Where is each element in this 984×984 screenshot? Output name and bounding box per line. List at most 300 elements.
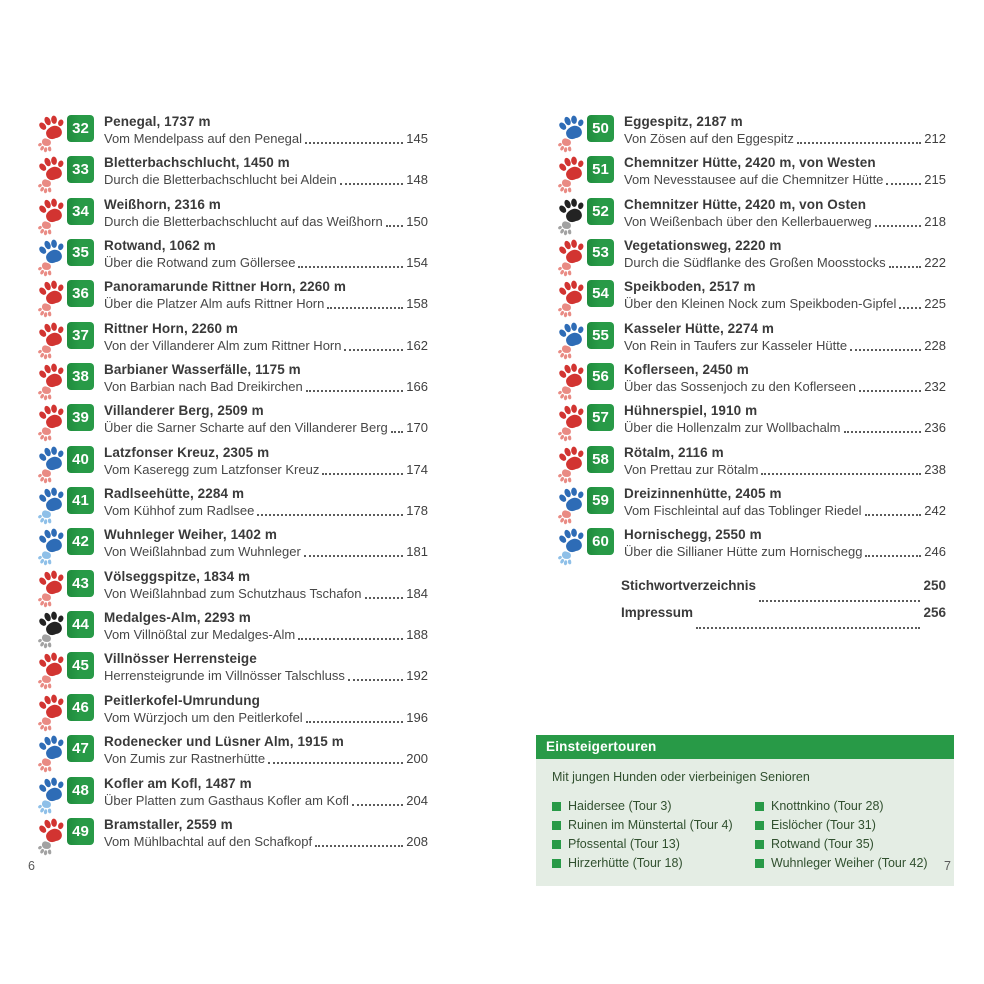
tour-subtitle: Von Zösen auf den Eggespitz <box>624 131 794 146</box>
tour-title: Radlseehütte, 2284 m <box>104 486 245 502</box>
toc-entry <box>556 155 946 196</box>
toc-entry <box>36 734 428 775</box>
extra-page-ref: 256 <box>923 604 946 620</box>
tour-title: Hühnerspiel, 1910 m <box>624 403 758 419</box>
tour-subline <box>624 543 946 560</box>
dot-leader <box>315 845 403 847</box>
tour-subtitle: Vom Fischleintal auf das Toblinger Riedel <box>624 503 862 519</box>
tour-number-badge: 47 <box>67 735 94 762</box>
tour-subtitle: Von Zumis zur Rastnerhütte <box>104 751 266 767</box>
dot-leader <box>886 183 921 185</box>
dot-leader <box>696 627 920 629</box>
tour-subtitle: Über Platten zum Gasthaus Kofler am Kofl <box>104 792 349 808</box>
tour-number-badge: 45 <box>67 652 94 679</box>
tour-text <box>104 197 428 230</box>
tour-page-ref: 228 <box>924 337 946 353</box>
dog-paw-trail-icon <box>556 113 587 153</box>
tour-title: Rittner Horn, 2260 m <box>104 320 239 336</box>
dog-paw-trail-icon <box>36 692 67 732</box>
paw-small-icon <box>36 550 55 569</box>
dot-leader <box>306 390 404 392</box>
tour-subline <box>104 461 428 478</box>
tour-subline <box>624 461 946 478</box>
tour-page-ref: 232 <box>924 379 946 395</box>
square-bullet-icon <box>552 802 561 811</box>
toc-entry <box>36 445 428 486</box>
tour-title: Villnösser Herrensteige <box>104 651 257 667</box>
tour-title: Villanderer Berg, 2509 m <box>104 403 264 419</box>
dot-leader <box>305 142 403 144</box>
dog-paw-trail-icon <box>556 196 587 236</box>
beginner-tour-label: Pfossental (Tour 13) <box>568 837 680 851</box>
toc-entry <box>36 403 428 444</box>
dot-leader <box>865 555 921 557</box>
tour-page-ref: 225 <box>924 296 946 312</box>
tour-page-ref: 145 <box>406 131 428 146</box>
tour-subtitle: Von Weißlahnbad zum Wuhnleger <box>104 544 301 560</box>
toc-entry <box>36 817 428 858</box>
tour-text <box>104 817 428 850</box>
tour-page-ref: 162 <box>406 337 428 353</box>
tour-title: Barbianer Wasserfälle, 1175 m <box>104 362 301 378</box>
tour-number-badge: 39 <box>67 404 94 431</box>
dot-leader <box>761 473 921 475</box>
toc-extra-entry <box>621 605 946 632</box>
tour-text <box>104 486 428 519</box>
paw-small-icon <box>556 260 575 279</box>
tour-page-ref: 188 <box>406 627 428 643</box>
dog-paw-trail-icon <box>556 402 587 442</box>
toc-entry <box>36 155 428 196</box>
dog-paw-trail-icon <box>36 113 67 153</box>
toc-entry <box>36 610 428 651</box>
tour-text <box>624 197 946 230</box>
paw-small-icon <box>556 508 575 527</box>
beginner-box-subtitle: Mit jungen Hunden oder vierbeinigen Senioren <box>552 770 810 784</box>
paw-small-icon <box>556 136 575 155</box>
tour-number-badge: 37 <box>67 322 94 349</box>
dog-paw-trail-icon <box>36 278 67 318</box>
extra-label: Stichwortverzeichnis <box>621 577 757 593</box>
toc-entry <box>556 527 946 568</box>
paw-small-icon <box>556 384 575 403</box>
tour-number-badge: 56 <box>587 363 614 390</box>
dot-leader <box>298 266 403 268</box>
tour-subtitle: Herrensteigrunde im Villnösser Talschluss <box>104 668 345 684</box>
tour-title: Chemnitzer Hütte, 2420 m, von Westen <box>624 155 876 171</box>
tour-number-badge: 38 <box>67 363 94 390</box>
toc-entry <box>36 321 428 362</box>
tour-title: Peitlerkofel-Umrundung <box>104 692 260 708</box>
paw-small-icon <box>36 508 55 527</box>
tour-subtitle: Über die Hollenzalm zur Wollbachalm <box>624 420 841 436</box>
tour-subline <box>624 502 946 519</box>
tour-number-badge: 41 <box>67 487 94 514</box>
tour-title: Bletterbachschlucht, 1450 m <box>104 155 290 171</box>
tour-title: Rötalm, 2116 m <box>624 444 724 460</box>
tour-page-ref: 184 <box>406 585 428 601</box>
dog-paw-trail-icon <box>36 154 67 194</box>
tour-text <box>104 321 428 354</box>
tour-page-ref: 208 <box>406 833 428 849</box>
tour-number-badge: 59 <box>587 487 614 514</box>
tour-number-badge: 34 <box>67 198 94 225</box>
tour-page-ref: 166 <box>406 379 428 395</box>
dot-leader <box>797 142 921 144</box>
tour-title: Medalges-Alm, 2293 m <box>104 610 251 626</box>
tour-text <box>104 651 428 684</box>
tour-subline <box>104 585 428 602</box>
dog-paw-trail-icon <box>36 650 67 690</box>
tour-text <box>624 403 946 436</box>
beginner-tour-label: Haidersee (Tour 3) <box>568 799 672 813</box>
tour-text <box>104 445 428 478</box>
tour-number-badge: 53 <box>587 239 614 266</box>
paw-small-icon <box>36 715 55 734</box>
dot-leader <box>859 390 921 392</box>
tour-subtitle: Vom Kühhof zum Radlsee <box>104 503 255 519</box>
tour-page-ref: 204 <box>406 792 428 808</box>
dot-leader <box>391 431 404 433</box>
toc-entry <box>556 238 946 279</box>
tour-page-ref: 174 <box>406 461 428 477</box>
dot-leader <box>304 555 403 557</box>
dot-leader <box>889 266 922 268</box>
paw-small-icon <box>36 426 55 445</box>
tour-number-badge: 43 <box>67 570 94 597</box>
tour-title: Speikboden, 2517 m <box>624 279 756 295</box>
tour-number-badge: 32 <box>67 115 94 142</box>
tour-subline <box>624 419 946 436</box>
tour-subline <box>104 667 428 684</box>
tour-page-ref: 158 <box>406 296 428 312</box>
tour-subline <box>624 378 946 395</box>
dot-leader <box>298 638 403 640</box>
tour-text <box>104 734 428 767</box>
dot-leader <box>759 600 920 602</box>
tour-title: Kasseler Hütte, 2274 m <box>624 320 775 336</box>
dot-leader <box>322 473 403 475</box>
tour-text <box>624 445 946 478</box>
dog-paw-trail-icon <box>36 402 67 442</box>
dog-paw-trail-icon <box>36 237 67 277</box>
beginner-tour-item <box>755 818 944 834</box>
dog-paw-trail-icon <box>556 526 587 566</box>
tour-number-badge: 55 <box>587 322 614 349</box>
tour-subtitle: Von Barbian nach Bad Dreikirchen <box>104 379 303 395</box>
tour-text <box>104 155 428 188</box>
page-number-right: 7 <box>944 859 951 873</box>
dot-leader <box>344 349 403 351</box>
tour-title: Wuhnleger Weiher, 1402 m <box>104 527 277 543</box>
tour-text <box>104 279 428 312</box>
paw-small-icon <box>556 467 575 486</box>
dot-leader <box>257 514 403 516</box>
tour-page-ref: 148 <box>406 172 428 188</box>
square-bullet-icon <box>755 821 764 830</box>
tour-text <box>624 321 946 354</box>
toc-entry <box>556 197 946 238</box>
toc-entry <box>36 238 428 279</box>
beginner-box-columns <box>552 799 944 875</box>
tour-number-badge: 42 <box>67 528 94 555</box>
dot-leader <box>850 349 921 351</box>
paw-small-icon <box>556 426 575 445</box>
beginner-tour-item <box>552 837 755 853</box>
toc-entry <box>556 321 946 362</box>
beginner-tour-item <box>755 856 944 872</box>
toc-entry <box>556 362 946 403</box>
tour-subline <box>624 295 946 312</box>
beginner-tour-label: Rotwand (Tour 35) <box>771 837 874 851</box>
paw-small-icon <box>36 302 55 321</box>
tour-subtitle: Vom Nevesstausee auf die Chemnitzer Hütte <box>624 172 884 188</box>
tour-text <box>104 362 428 395</box>
tour-subtitle: Von Prettau zur Rötalm <box>624 461 759 477</box>
dog-paw-trail-icon <box>36 361 67 401</box>
toc-entry <box>556 403 946 444</box>
tour-number-badge: 33 <box>67 156 94 183</box>
toc-extra-entry <box>621 578 946 605</box>
tour-text <box>624 238 946 271</box>
toc-entry <box>36 279 428 320</box>
beginner-tour-item <box>552 818 755 834</box>
tour-text <box>104 238 428 271</box>
beginner-column-1 <box>552 799 755 875</box>
toc-column-left <box>36 114 428 858</box>
tour-number-badge: 36 <box>67 280 94 307</box>
tour-number-badge: 60 <box>587 528 614 555</box>
tour-number-badge: 48 <box>67 777 94 804</box>
tour-number-badge: 50 <box>587 115 614 142</box>
dot-leader <box>268 762 403 764</box>
toc-entry <box>36 114 428 155</box>
tour-title: Dreizinnenhütte, 2405 m <box>624 486 782 502</box>
dog-paw-trail-icon <box>556 320 587 360</box>
beginner-column-2 <box>755 799 944 875</box>
tour-page-ref: 242 <box>924 503 946 519</box>
tour-page-ref: 181 <box>406 544 428 560</box>
tour-subline <box>104 543 428 560</box>
dog-paw-trail-icon <box>36 196 67 236</box>
tour-subtitle: Über die Sarner Scharte auf den Villanderer Berg <box>104 420 388 436</box>
beginner-tour-item <box>552 799 755 815</box>
dot-leader <box>899 307 921 309</box>
tour-subtitle: Von Weißlahnbad zum Schutzhaus Tschafon <box>104 585 362 601</box>
tour-number-badge: 51 <box>587 156 614 183</box>
tour-title: Penegal, 1737 m <box>104 114 211 129</box>
beginner-box-header: Einsteigertouren <box>536 735 954 759</box>
tour-title: Vegetationsweg, 2220 m <box>624 238 782 254</box>
tour-number-badge: 44 <box>67 611 94 638</box>
dot-leader <box>386 225 404 227</box>
dot-leader <box>306 721 404 723</box>
beginner-tour-item <box>755 799 944 815</box>
dot-leader <box>875 225 922 227</box>
toc-entry <box>36 569 428 610</box>
dog-paw-trail-icon <box>556 154 587 194</box>
tour-subtitle: Von Rein in Taufers zur Kasseler Hütte <box>624 337 848 353</box>
tour-subline <box>104 295 428 312</box>
toc-entry <box>556 114 946 155</box>
toc-entry <box>36 776 428 817</box>
tour-number-badge: 57 <box>587 404 614 431</box>
dot-leader <box>844 431 922 433</box>
beginner-box-body <box>536 759 954 886</box>
dog-paw-trail-icon <box>36 526 67 566</box>
paw-small-icon <box>556 177 575 196</box>
tour-subtitle: Vom Würzjoch um den Peitlerkofel <box>104 709 303 725</box>
tour-subtitle: Vom Villnößtal zur Medalges-Alm <box>104 627 296 643</box>
square-bullet-icon <box>755 802 764 811</box>
dog-paw-trail-icon <box>556 361 587 401</box>
paw-small-icon <box>36 467 55 486</box>
paw-small-icon <box>556 302 575 321</box>
tour-title: Bramstaller, 2559 m <box>104 816 233 832</box>
square-bullet-icon <box>755 840 764 849</box>
tour-text <box>624 486 946 519</box>
tour-text <box>104 114 428 147</box>
tour-subline <box>104 337 428 354</box>
dog-paw-trail-icon <box>36 816 67 856</box>
tour-subline <box>104 792 428 809</box>
toc-entry <box>36 693 428 734</box>
tour-subline <box>104 213 428 230</box>
tour-subline <box>624 171 946 188</box>
dot-leader <box>340 183 404 185</box>
dog-paw-trail-icon <box>36 733 67 773</box>
tour-subline <box>104 626 428 643</box>
tour-subtitle: Vom Mendelpass auf den Penegal <box>104 131 303 146</box>
tour-page-ref: 200 <box>406 751 428 767</box>
tour-subtitle: Über das Sossenjoch zu den Koflerseen <box>624 379 856 395</box>
tour-subtitle: Vom Mühlbachtal auf den Schafkopf <box>104 833 313 849</box>
tour-page-ref: 192 <box>406 668 428 684</box>
paw-small-icon <box>36 632 55 651</box>
tour-subline <box>104 750 428 767</box>
tour-page-ref: 218 <box>924 213 946 229</box>
tour-text <box>624 527 946 560</box>
tour-number-badge: 35 <box>67 239 94 266</box>
toc-entry <box>556 279 946 320</box>
toc-entry <box>556 486 946 527</box>
page-number-left: 6 <box>28 859 35 873</box>
paw-small-icon <box>36 674 55 693</box>
tour-title: Völseggspitze, 1834 m <box>104 568 251 584</box>
tour-subline <box>624 130 946 147</box>
tour-title: Kofler am Kofl, 1487 m <box>104 775 252 791</box>
tour-page-ref: 212 <box>924 131 946 146</box>
tour-subtitle: Über die Rotwand zum Göllersee <box>104 255 296 271</box>
dog-paw-trail-icon <box>36 320 67 360</box>
tour-number-badge: 58 <box>587 446 614 473</box>
tour-subline <box>104 419 428 436</box>
paw-small-icon <box>556 550 575 569</box>
tour-title: Weißhorn, 2316 m <box>104 196 221 212</box>
tour-text <box>104 527 428 560</box>
toc-entry <box>36 651 428 692</box>
tour-text <box>624 279 946 312</box>
tour-page-ref: 236 <box>924 420 946 436</box>
tour-number-badge: 52 <box>587 198 614 225</box>
dog-paw-trail-icon <box>36 568 67 608</box>
dot-leader <box>865 514 922 516</box>
extra-page-ref: 250 <box>923 577 946 593</box>
toc-entry <box>36 362 428 403</box>
dog-paw-trail-icon <box>556 485 587 525</box>
tour-subtitle: Von der Villanderer Alm zum Rittner Horn <box>104 337 342 353</box>
tour-subline <box>104 171 428 188</box>
dot-leader <box>327 307 403 309</box>
paw-small-icon <box>36 839 55 858</box>
tour-text <box>104 610 428 643</box>
tour-title: Panoramarunde Rittner Horn, 2260 m <box>104 279 346 295</box>
beginner-tour-label: Knottnkino (Tour 28) <box>771 799 884 813</box>
dog-paw-trail-icon <box>36 485 67 525</box>
tour-number-badge: 40 <box>67 446 94 473</box>
toc-column-right <box>556 114 946 632</box>
tour-page-ref: 154 <box>406 255 428 271</box>
square-bullet-icon <box>552 821 561 830</box>
dog-paw-trail-icon <box>556 237 587 277</box>
tour-page-ref: 246 <box>924 544 946 560</box>
tour-title: Rotwand, 1062 m <box>104 238 216 254</box>
paw-small-icon <box>36 591 55 610</box>
tour-subline <box>624 254 946 271</box>
square-bullet-icon <box>552 859 561 868</box>
tour-subline <box>104 709 428 726</box>
tour-number-badge: 49 <box>67 818 94 845</box>
dog-paw-trail-icon <box>36 444 67 484</box>
paw-small-icon <box>36 260 55 279</box>
tour-number-badge: 54 <box>587 280 614 307</box>
dog-paw-trail-icon <box>36 775 67 815</box>
tour-subline <box>104 833 428 850</box>
tour-title: Koflerseen, 2450 m <box>624 362 749 378</box>
paw-small-icon <box>36 136 55 155</box>
beginner-tours-box <box>536 735 954 886</box>
tour-subtitle: Durch die Bletterbachschlucht auf das Weißhorn <box>104 213 383 229</box>
tour-title: Rodenecker und Lüsner Alm, 1915 m <box>104 734 344 750</box>
tour-page-ref: 222 <box>924 255 946 271</box>
tour-subtitle: Durch die Südflanke des Großen Moosstocks <box>624 255 886 271</box>
beginner-tour-label: Eislöcher (Tour 31) <box>771 818 876 832</box>
tour-subline <box>624 213 946 230</box>
paw-small-icon <box>36 756 55 775</box>
tour-page-ref: 150 <box>406 213 428 229</box>
tour-title: Hornischegg, 2550 m <box>624 527 762 543</box>
tour-text <box>624 155 946 188</box>
tour-text <box>104 569 428 602</box>
square-bullet-icon <box>755 859 764 868</box>
tour-title: Eggespitz, 2187 m <box>624 114 743 129</box>
tour-subline <box>624 337 946 354</box>
toc-entry <box>36 197 428 238</box>
tour-title: Chemnitzer Hütte, 2420 m, von Osten <box>624 196 867 212</box>
tour-text <box>624 362 946 395</box>
tour-subline <box>104 502 428 519</box>
tour-page-ref: 178 <box>406 503 428 519</box>
beginner-tour-label: Ruinen im Münstertal (Tour 4) <box>568 818 733 832</box>
tour-text <box>624 114 946 147</box>
beginner-tour-label: Wuhnleger Weiher (Tour 42) <box>771 856 928 870</box>
paw-small-icon <box>36 177 55 196</box>
tour-subtitle: Vom Kaseregg zum Latzfonser Kreuz <box>104 461 320 477</box>
dog-paw-trail-icon <box>556 444 587 484</box>
tour-subtitle: Über die Platzer Alm aufs Rittner Horn <box>104 296 325 312</box>
toc-entry <box>36 486 428 527</box>
tour-title: Latzfonser Kreuz, 2305 m <box>104 444 270 460</box>
